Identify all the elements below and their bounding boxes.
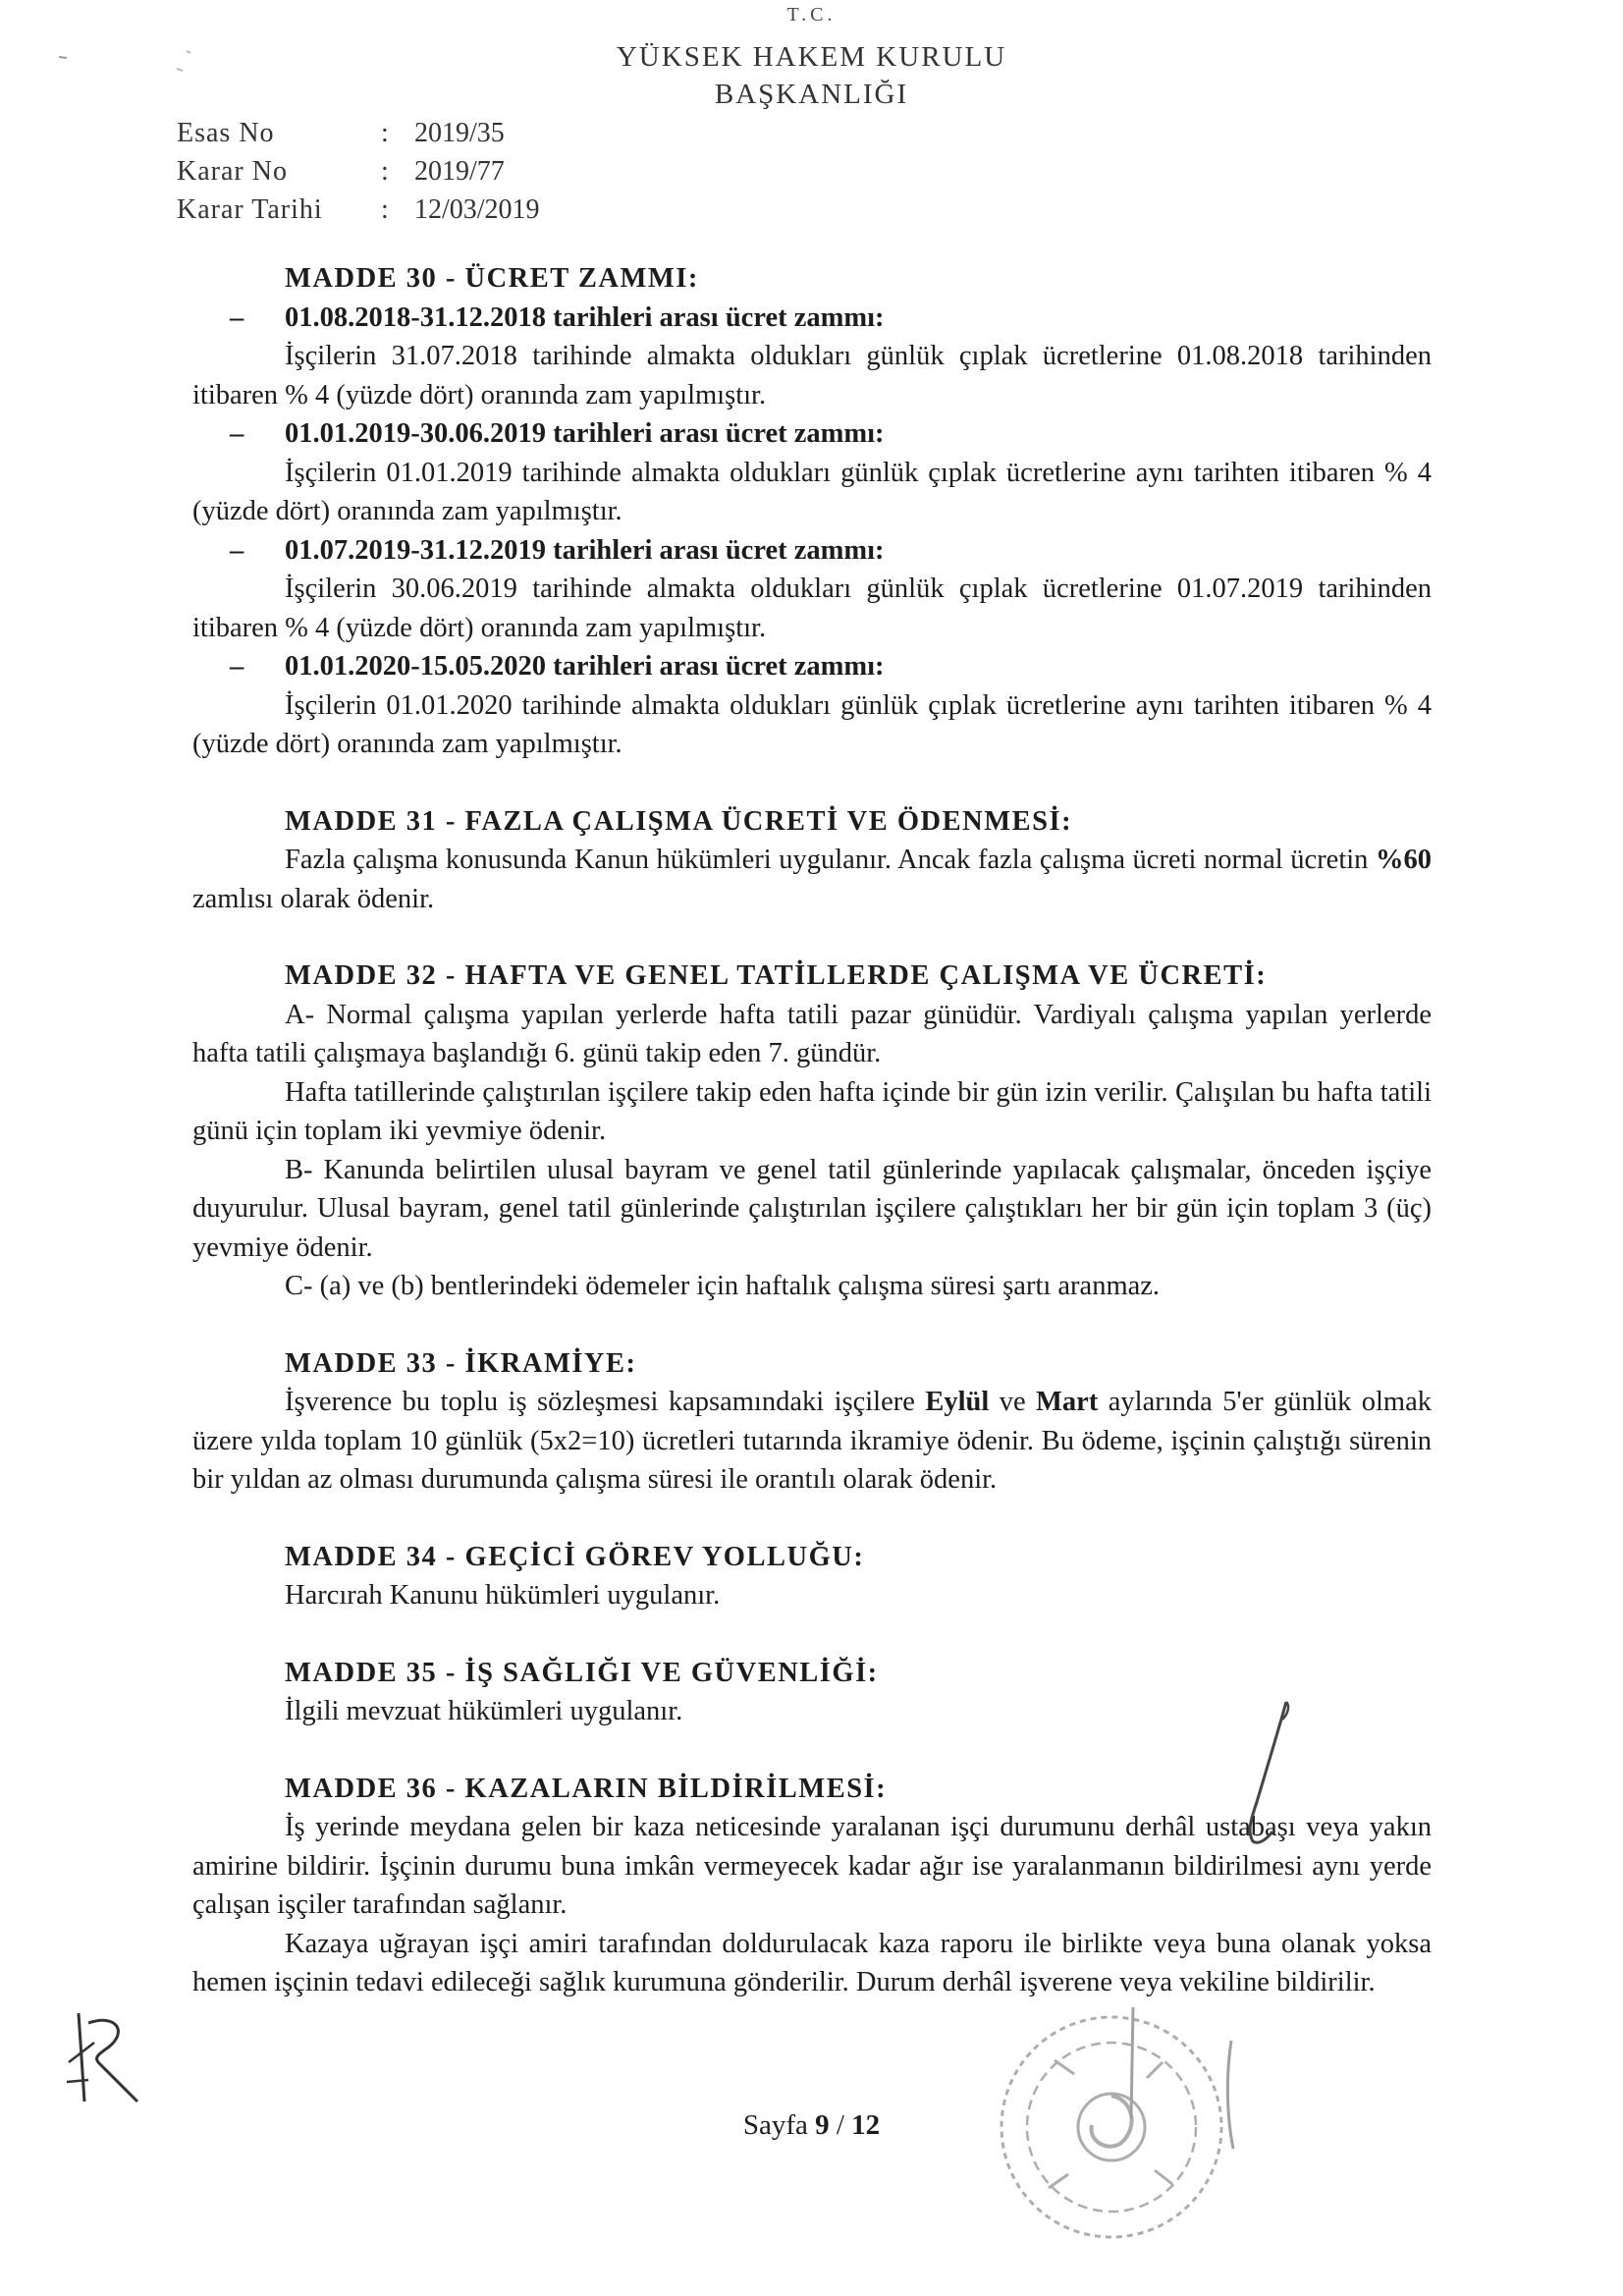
handwritten-initials <box>59 2003 167 2111</box>
meta-label: Karar Tarihi <box>177 194 323 225</box>
meta-label: Esas No <box>177 118 275 148</box>
dash-bullet: – <box>230 418 244 449</box>
madde-33-heading: MADDE 33 - İKRAMİYE: <box>285 1347 637 1379</box>
page-number <box>0 2109 1623 2142</box>
meta-value: 2019/77 <box>414 156 505 187</box>
text-run: Fazla çalışma konusunda Kanun hükümleri uygulanır. Ancak fazla çalışma ücreti normal ücretin <box>285 845 1376 875</box>
meta-colon: : <box>381 156 389 187</box>
bold-run: Mart <box>1036 1387 1099 1417</box>
madde-30-item-title <box>230 299 1432 338</box>
madde-34-heading: MADDE 34 - GEÇİCİ GÖREV YOLLUĞU: <box>285 1541 865 1572</box>
handwritten-signature-mark <box>1217 1694 1306 1851</box>
meta-value: 2019/35 <box>414 118 505 148</box>
madde-35-heading: MADDE 35 - İŞ SAĞLIĞI VE GÜVENLİĞİ: <box>285 1657 879 1688</box>
item-title-text: 01.08.2018-31.12.2018 tarihleri arası ücret zammı: <box>285 301 885 333</box>
madde-35-text: İlgili mevzuat hükümleri uygulanır. <box>285 1696 683 1726</box>
header-organization: YÜKSEK HAKEM KURULU <box>616 41 1007 73</box>
madde-30-heading: MADDE 30 - ÜCRET ZAMMI: <box>285 263 699 294</box>
case-meta <box>177 114 540 229</box>
madde-36-paragraph: Kazaya uğrayan işçi amiri tarafından doldurulacak kaza raporu ile birlikte veya buna olanak yoksa hemen işçinin tedavi edileceği sağlık kurumuna gönderilir. Durum derhâl işverene veya vekiline bildirilir. <box>192 1928 1432 1997</box>
header-country: T.C. <box>786 4 837 26</box>
meta-colon: : <box>381 118 389 148</box>
text-run: zamlısı olarak ödenir. <box>192 883 435 914</box>
dash-bullet: – <box>230 301 244 333</box>
meta-colon: : <box>381 194 389 225</box>
meta-label: Karar No <box>177 156 288 187</box>
meta-row-esas <box>177 114 540 152</box>
bold-run: Eylül <box>925 1387 990 1417</box>
madde-36-heading: MADDE 36 - KAZALARIN BİLDİRİLMESİ: <box>285 1773 888 1804</box>
meta-row-tarih <box>177 191 540 229</box>
madde-30-item-text: İşçilerin 01.01.2020 tarihinde almakta oldukları günlük çıplak ücretlerine aynı tarihten itibaren % 4 (yüzde dört) oranında zam yapılmıştır. <box>192 689 1432 759</box>
madde-32-paragraph-a: A- Normal çalışma yapılan yerlerde hafta tatili pazar günüdür. Vardiyalı çalışma yapılan yerlerde hafta tatili çalışmaya başlandığı 6. günü takip eden 7. gündür. <box>192 999 1432 1068</box>
dash-bullet: – <box>230 651 244 682</box>
item-title-text: 01.07.2019-31.12.2019 tarihleri arası ücret zammı: <box>285 534 885 566</box>
item-title-text: 01.01.2020-15.05.2020 tarihleri arası ücret zammı: <box>285 651 885 682</box>
madde-30-item-text: İşçilerin 30.06.2019 tarihinde almakta oldukları günlük çıplak ücretlerine 01.07.2019 tarihinden itibaren % 4 (yüzde dört) oranında zam yapılmıştır. <box>192 574 1432 643</box>
madde-30-item-title <box>230 414 1432 454</box>
madde-32-paragraph: Hafta tatillerinde çalıştırılan işçilere takip eden hafta içinde bir gün izin verilir. Çalışılan bu hafta tatili günü için toplam iki yevmiye ödenir. <box>192 1076 1432 1146</box>
text-run: ve <box>989 1387 1037 1417</box>
page-separator: / <box>829 2109 852 2141</box>
page-label: Sayfa <box>742 2109 816 2141</box>
madde-30-item-title <box>230 647 1432 686</box>
item-title-text: 01.01.2019-30.06.2019 tarihleri arası ücret zammı: <box>285 418 885 449</box>
madde-32-paragraph-b: B- Kanunda belirtilen ulusal bayram ve genel tatil günlerinde yapılacak çalışmalar, önceden işçiye duyurulur. Ulusal bayram, genel tatil günlerinde çalıştırılan işçilere çalıştıkları her bir gün için toplam 3 (üç) yevmiye ödenir. <box>192 1154 1432 1263</box>
madde-32-paragraph-c: C- (a) ve (b) bentlerindeki ödemeler için haftalık çalışma süresi şartı aranmaz. <box>285 1271 1161 1301</box>
page-total: 12 <box>851 2109 881 2141</box>
madde-31-heading: MADDE 31 - FAZLA ÇALIŞMA ÜCRETİ VE ÖDENMESİ: <box>285 805 1073 837</box>
meta-value: 12/03/2019 <box>414 194 540 225</box>
text-run: İşverence bu toplu iş sözleşmesi kapsamındaki işçilere <box>285 1387 926 1417</box>
dash-bullet: – <box>230 534 244 566</box>
madde-30-item-text: İşçilerin 31.07.2018 tarihinde almakta oldukları günlük çıplak ücretlerine 01.08.2018 tarihinden itibaren % 4 (yüzde dört) oranında zam yapılmıştır. <box>192 341 1432 410</box>
madde-30-item-text: İşçilerin 01.01.2019 tarihinde almakta oldukları günlük çıplak ücretlerine aynı tarihten itibaren % 4 (yüzde dört) oranında zam yapılmıştır. <box>192 457 1432 526</box>
text-run: aylarında 5'er günlük olmak üzere yılda toplam 10 günlük (5x2=10) ücretleri tutarında ikramiye ödenir. Bu ödeme, işçinin çalıştığı sürenin bir yıldan az olması durumunda çalışma süresi ile orantılı olarak ödenir. <box>192 1387 1432 1495</box>
madde-33-text <box>192 1383 1432 1500</box>
bold-run: %60 <box>1376 845 1432 875</box>
madde-36-paragraph: İş yerinde meydana gelen bir kaza neticesinde yaralanan işçi durumunu derhâl ustabaşı veya yakın amirine bildirir. İşçinin durumu buna imkân vermeyecek kadar ağır ise yaralanmanın bildirilmesi aynı yerde çalışan işçiler tarafından sağlanır. <box>192 1812 1432 1920</box>
meta-row-karar <box>177 152 540 191</box>
madde-32-heading: MADDE 32 - HAFTA VE GENEL TATİLLERDE ÇALIŞMA VE ÜCRETİ: <box>285 960 1268 991</box>
madde-31-text <box>192 841 1432 918</box>
madde-30-item-title <box>230 531 1432 571</box>
madde-34-text: Harcırah Kanunu hükümleri uygulanır. <box>285 1580 721 1611</box>
header-department: BAŞKANLIĞI <box>714 79 909 110</box>
page-current: 9 <box>815 2109 830 2141</box>
